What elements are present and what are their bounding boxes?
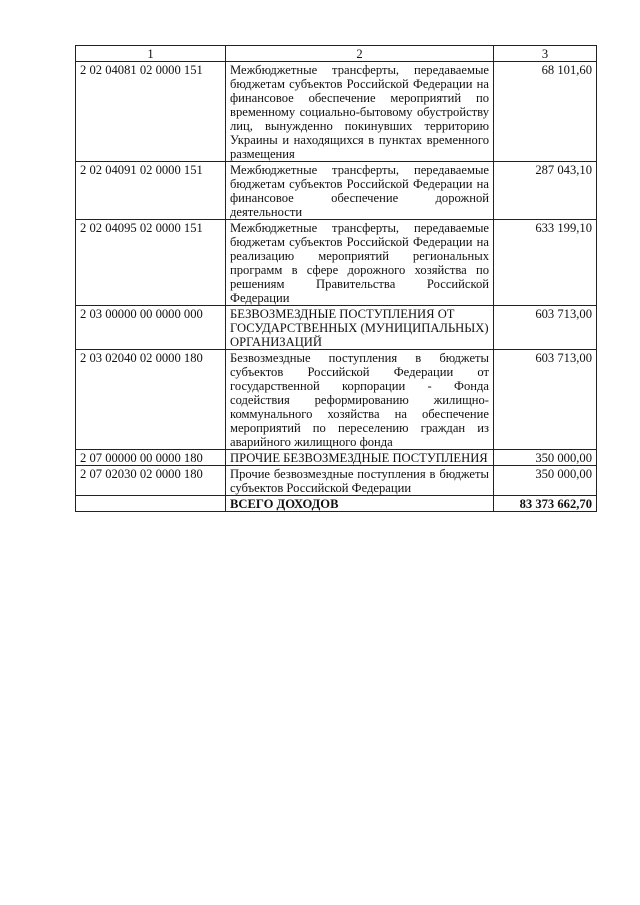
budget-amount: 633 199,10 [494, 220, 597, 306]
header-col-1: 1 [76, 46, 226, 62]
table-row [76, 306, 597, 350]
table-row [76, 62, 597, 162]
revenue-table [75, 45, 597, 512]
header-col-2: 2 [226, 46, 494, 62]
budget-code: 2 02 04081 02 0000 151 [76, 62, 226, 162]
header-col-3: 3 [494, 46, 597, 62]
budget-amount: 603 713,00 [494, 306, 597, 350]
total-code [76, 496, 226, 512]
budget-amount: 603 713,00 [494, 350, 597, 450]
budget-amount: 350 000,00 [494, 466, 597, 496]
budget-code: 2 02 04091 02 0000 151 [76, 162, 226, 220]
budget-code: 2 07 00000 00 0000 180 [76, 450, 226, 466]
budget-description: Безвозмездные поступления в бюджеты субъектов Российской Федерации от государственной корпорации - Фонда содействия реформированию жилищно-коммунального хозяйства на обеспечение мероприятий по переселению граждан из аварийного жилищного фонда [226, 350, 494, 450]
budget-description: БЕЗВОЗМЕЗДНЫЕ ПОСТУПЛЕНИЯ ОТ ГОСУДАРСТВЕННЫХ (МУНИЦИПАЛЬНЫХ) ОРГАНИЗАЦИЙ [226, 306, 494, 350]
total-row [76, 496, 597, 512]
table-row [76, 162, 597, 220]
budget-code: 2 07 02030 02 0000 180 [76, 466, 226, 496]
table-row [76, 350, 597, 450]
budget-description: Межбюджетные трансферты, передаваемые бюджетам субъектов Российской Федерации на финансовое обеспечение дорожной деятельности [226, 162, 494, 220]
budget-description: ПРОЧИЕ БЕЗВОЗМЕЗДНЫЕ ПОСТУПЛЕНИЯ [226, 450, 494, 466]
budget-code: 2 03 00000 00 0000 000 [76, 306, 226, 350]
header-row [76, 46, 597, 62]
table-row [76, 466, 597, 496]
budget-code: 2 02 04095 02 0000 151 [76, 220, 226, 306]
table-row [76, 450, 597, 466]
total-amount: 83 373 662,70 [494, 496, 597, 512]
budget-amount: 68 101,60 [494, 62, 597, 162]
table-row [76, 220, 597, 306]
budget-amount: 350 000,00 [494, 450, 597, 466]
budget-description: Межбюджетные трансферты, передаваемые бюджетам субъектов Российской Федерации на реализацию мероприятий региональных программ в сфере дорожного хозяйства по решениям Правительства Российской Федерации [226, 220, 494, 306]
budget-amount: 287 043,10 [494, 162, 597, 220]
total-label: ВСЕГО ДОХОДОВ [226, 496, 494, 512]
budget-description: Межбюджетные трансферты, передаваемые бюджетам субъектов Российской Федерации на финансовое обеспечение мероприятий по временному социально-бытовому обустройству лиц, вынужденно покинувших территорию Украины и находящихся в пунктах временного размещения [226, 62, 494, 162]
budget-code: 2 03 02040 02 0000 180 [76, 350, 226, 450]
budget-description: Прочие безвозмездные поступления в бюджеты субъектов Российской Федерации [226, 466, 494, 496]
